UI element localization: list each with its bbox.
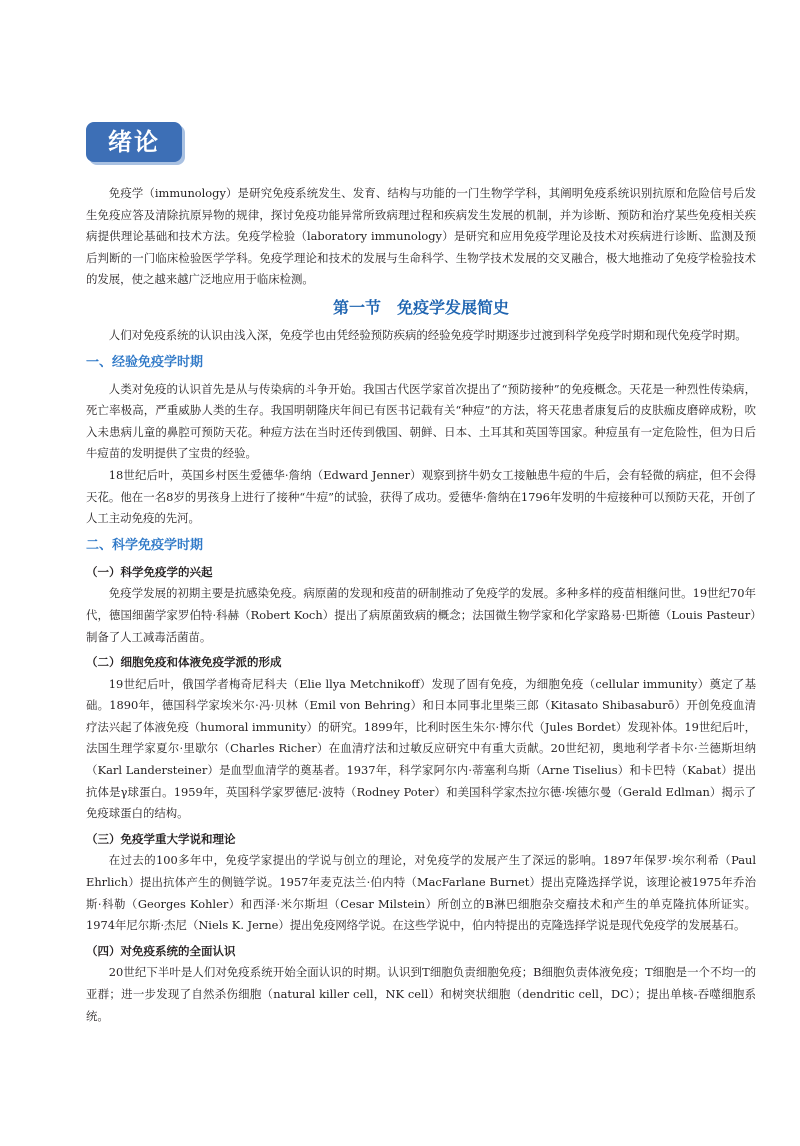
subsection-3-heading: （三）免疫学重大学说和理论 [86,831,236,846]
subsection-1-paragraph: 免疫学发展的初期主要是抗感染免疫。病原菌的发现和疫苗的研制推动了免疫学的发展。多种多样的疫苗相继问世。19世纪70年代，德国细菌学家罗伯特·科赫（Robert Koch）提出了病原菌致病的概念；法国微生物学家和化学家路易·巴斯德（Louis Pasteur）制备了人工减毒活菌苗。 [86,586,756,644]
subsection-4-heading: （四）对免疫系统的全面认识 [86,943,236,958]
subsection-4-paragraph: 20世纪下半叶是人们对免疫系统开始全面认识的时期。认识到T细胞负责细胞免疫；B细胞负责体液免疫；T细胞是一个不均一的亚群；进一步发现了自然杀伤细胞（natural killer cell，NK cell）和树突状细胞（dendritic cell，DC）；提出单核-吞噬细胞系统。 [86,965,756,1023]
subsection-1-heading: （一）科学免疫学的兴起 [86,564,213,579]
subsection-3-paragraph: 在过去的100多年中，免疫学家提出的学说与创立的理论，对免疫学的发展产生了深远的影响。1897年保罗·埃尔利希（Paul Ehrlich）提出抗体产生的侧链学说。1957年麦克法兰·伯内特（MacFarlane Burnet）提出克隆选择学说，该理论被1975年乔治斯·科勒（Georges Kohler）和西泽·米尔斯坦（Cesar Milstein）所创立的B淋巴细胞杂交瘤技术和产生的单克隆抗体所证实。1974年尼尔斯·杰尼（Niels K. Jerne）提出免疫网络学说。在这些学说中，伯内特提出的克隆选择学说是现代免疫学的发展基石。 [86,853,756,933]
main-content [86,183,756,1027]
subsection-2-paragraph: 19世纪后叶，俄国学者梅奇尼科夫（Elie llya Metchnikoff）发现了固有免疫，为细胞免疫（cellular immunity）奠定了基础。1890年，德国科学家埃米尔·冯·贝林（Emil von Behring）和日本同事北里柴三郎（Kitasato Shibasaburō）开创免疫血清疗法兴起了体液免疫（humoral immunity）的研究。1899年，比利时医生朱尔·博尔代（Jules Bordet）发现补体。19世纪后叶，法国生理学家夏尔·里歇尔（Charles Richer）在血清疗法和过敏反应研究中有重大贡献。20世纪初，奥地利学者卡尔·兰德斯坦纳（Karl Landersteiner）是血型血清学的奠基者。1937年，科学家阿尔内·蒂塞利乌斯（Arne Tiselius）和卡巴特（Kabat）提出抗体是γ球蛋白。1959年，英国科学家罗德尼·波特（Rodney Poter）和美国科学家杰拉尔德·埃德尔曼（Gerald Edlman）揭示了免疫球蛋白的结构。 [86,676,756,821]
section-intro-paragraph: 人们对免疫系统的认识由浅入深，免疫学也由凭经验预防疾病的经验免疫学时期逐步过渡到科学免疫学时期和现代免疫学时期。 [108,327,747,342]
part2-heading: 二、科学免疫学时期 [86,537,204,553]
intro-paragraph: 免疫学（immunology）是研究免疫系统发生、发育、结构与功能的一门生物学学科，其阐明免疫系统识别抗原和危险信号后发生免疫应答及清除抗原异物的规律，探讨免疫功能异常所致病理过程和疾病发生发展的机制，并为诊断、预防和治疗某些免疫相关疾病提供理论基础和技术方法。免疫学检验（laboratory immunology）是研究和应用免疫学理论及技术对疾病进行诊断、监测及预后判断的一门临床检验医学学科。免疫学理论和技术的发展与生命科学、生物学技术发展的交叉融合，极大地推动了免疫学检验技术的发展，使之越来越广泛地应用于临床检测。 [86,186,756,287]
part1-heading: 一、经验免疫学时期 [86,354,204,370]
chapter-title-badge: 绪论 [86,122,182,162]
subsection-2-heading: （二）细胞免疫和体液免疫学派的形成 [86,655,282,670]
part1-paragraph-2: 18世纪后叶，英国乡村医生爱德华·詹纳（Edward Jenner）观察到挤牛奶女工接触患牛痘的牛后，会有轻微的病症，但不会得天花。他在一名8岁的男孩身上进行了接种“牛痘”的试验，获得了成功。爱德华·詹纳在1796年发明的牛痘接种可以预防天花，开创了人工主动免疫的先河。 [86,467,756,526]
section-title: 第一节 免疫学发展简史 [332,297,509,317]
part1-paragraph-1: 人类对免疫的认识首先是从与传染病的斗争开始。我国古代医学家首次提出了“预防接种”的免疫概念。天花是一种烈性传染病，死亡率极高，严重威胁人类的生存。我国明朝隆庆年间已有医书记载有关“种痘”的方法，将天花患者康复后的皮肤痂皮磨碎成粉，吹入未患病儿童的鼻腔可预防天花。种痘方法在当时还传到俄国、朝鲜、日本、土耳其和英国等国家。种痘虽有一定危险性，但为日后牛痘苗的发明提供了宝贵的经验。 [86,381,756,461]
